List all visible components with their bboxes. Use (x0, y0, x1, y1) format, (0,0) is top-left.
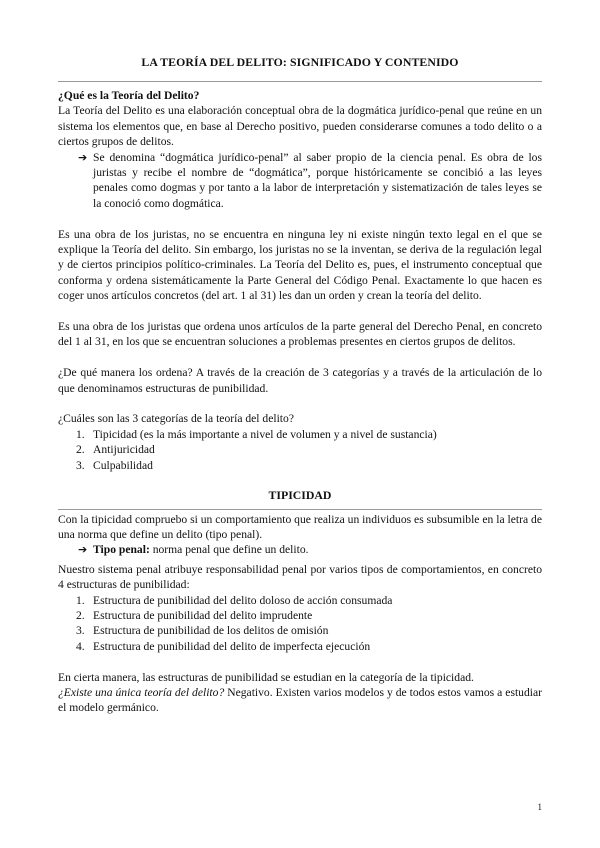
structures-list (58, 593, 542, 655)
arrow-right-icon: ➔ (78, 150, 88, 164)
intro-paragraph: La Teoría del Delito es una elaboración conceptual obra de la dogmática jurídico-penal que reúne en un sistema los elementos que, en base al Derecho positivo, pueden considerarse comunes a todo delito o a ciertos grupos de delitos. (58, 104, 542, 149)
tipicidad-paragraph: Con la tipicidad compruebo si un comportamiento que realiza un individuos es subsumible en la letra de una norma que define un delito (tipo penal). (58, 512, 542, 541)
tipicidad-paragraph-2: Nuestro sistema penal atribuye responsabilidad penal por varios tipos de comportamientos, en concreto 4 estructuras de punibilidad: (58, 562, 542, 592)
document-body (58, 88, 542, 716)
paragraph-1: Es una obra de los juristas, no se encuentra en ninguna ley ni existe ningún texto legal en el que se explique la Teoría del delito. Sin embargo, los juristas no se la inventan, se deriva de la regulación legal y de ciertos principios político-criminales. La Teoría del Delito es, pues, el instrumento conceptual que conforma y ordena sistemáticamente la Parte General del Código Penal. Exactamente lo que hacen es coger unos artículos concretos (del art. 1 al 31) les dan un orden y crean la teoría del delito. (58, 227, 542, 303)
list-item: 1. Estructura de punibilidad del delito doloso de acción consumada (76, 593, 393, 607)
list-item: 3. Culpabilidad (76, 458, 153, 472)
intro-bullet-text: Se denomina “dogmática jurídico-penal” al saber propio de la ciencia penal. Es obra de los juristas y recibe el nombre de “dogmática”, porque históricamente se concibió a las leyes penales como dogmas y por tanto a la labor de interpretación y sistematización de tales leyes se la conoció como dogmática. (93, 150, 542, 210)
tipo-penal-term: Tipo penal: (93, 543, 150, 557)
arrow-right-icon: ➔ (78, 543, 88, 557)
section-title-tipicidad: TIPICIDAD (268, 488, 332, 503)
page-number: 1 (537, 802, 542, 812)
list-item: 2. Estructura de punibilidad del delito imprudente (76, 608, 313, 622)
list-item: 4. Estructura de punibilidad del delito de imperfecta ejecución (76, 639, 371, 653)
page-title: LA TEORÍA DEL DELITO: SIGNIFICADO Y CONTENIDO (141, 55, 459, 69)
tipicidad-paragraph-3: En cierta manera, las estructuras de punibilidad se estudian en la categoría de la tipicidad. (58, 670, 474, 684)
paragraph-3: ¿De qué manera los ordena? A través de la creación de 3 categorías y a través de la articulación de lo que denominamos estructuras de punibilidad. (58, 366, 542, 395)
categories-question: ¿Cuáles son las 3 categorías de la teoría del delito? (58, 412, 294, 426)
paragraph-2: Es una obra de los juristas que ordena unos artículos de la parte general del Derecho Penal, en concreto del 1 al 31, en los que se encuentran soluciones a problemas presentes en ciertos grupos de delitos. (58, 320, 542, 349)
categories-list (58, 427, 542, 473)
theory-question: ¿Existe una única teoría del delito? Negativo. Existen varios modelos y de todos estos vamos a estudiar el modelo germánico. (58, 685, 543, 715)
title-divider (58, 81, 542, 82)
section-divider (58, 509, 542, 510)
tipo-penal-definition: norma penal que define un delito. (149, 543, 309, 557)
tipo-penal-bullet (78, 542, 542, 557)
list-item: 2. Antijuricidad (76, 443, 155, 457)
intro-heading: ¿Qué es la Teoría del Delito? (58, 89, 200, 102)
list-item: 1. Tipicidad (es la más importante a nivel de volumen y a nivel de sustancia) (76, 427, 437, 441)
intro-bullet (78, 150, 542, 212)
list-item: 3. Estructura de punibilidad de los delitos de omisión (76, 624, 329, 638)
